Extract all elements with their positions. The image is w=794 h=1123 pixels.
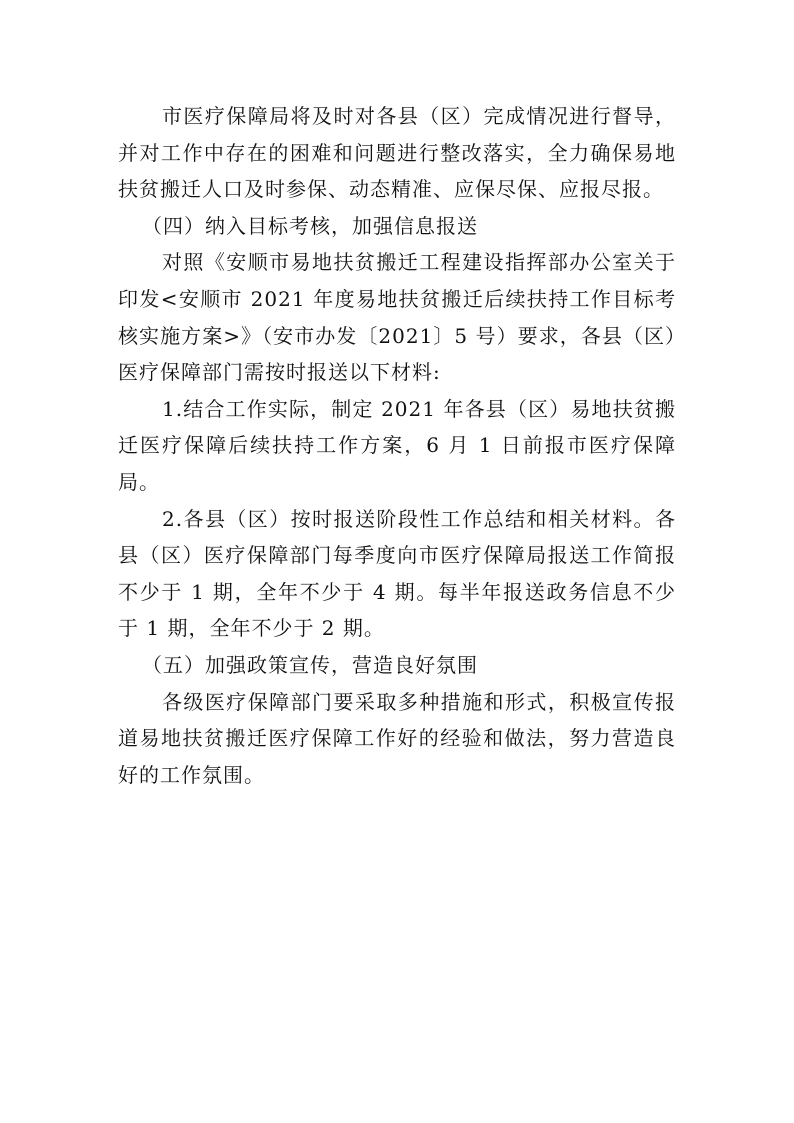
document-body bbox=[118, 98, 676, 793]
paragraph-item-2: 2.各县（区）按时报送阶段性工作总结和相关材料。各县（区）医疗保障部门每季度向市医疗保障局报送工作简报不少于 1 期，全年不少于 4 期。每半年报送政务信息不少于 1 期，全年不少于 2 期。 bbox=[118, 506, 676, 641]
section-heading-4: （四）纳入目标考核，加强信息报送 bbox=[142, 213, 478, 238]
section-heading-5: （五）加强政策宣传，营造良好氛围 bbox=[142, 652, 478, 677]
paragraph-item-1: 1.结合工作实际，制定 2021 年各县（区）易地扶贫搬迁医疗保障后续扶持工作方案，6 月 1 日前报市医疗保障局。 bbox=[118, 396, 676, 494]
paragraph-assessment-basis: 对照《安顺市易地扶贫搬迁工程建设指挥部办公室关于印发<安顺市 2021 年度易地扶贫搬迁后续扶持工作目标考核实施方案>》（安市办发〔2021〕5 号）要求，各县（区）医疗保障部门需按时报送以下材料: bbox=[118, 250, 676, 385]
paragraph-publicity: 各级医疗保障部门要采取多种措施和形式，积极宣传报道易地扶贫搬迁医疗保障工作好的经验和做法，努力营造良好的工作氛围。 bbox=[118, 689, 676, 787]
paragraph-supervision: 市医疗保障局将及时对各县（区）完成情况进行督导，并对工作中存在的困难和问题进行整改落实，全力确保易地扶贫搬迁人口及时参保、动态精准、应保尽保、应报尽报。 bbox=[118, 104, 676, 202]
